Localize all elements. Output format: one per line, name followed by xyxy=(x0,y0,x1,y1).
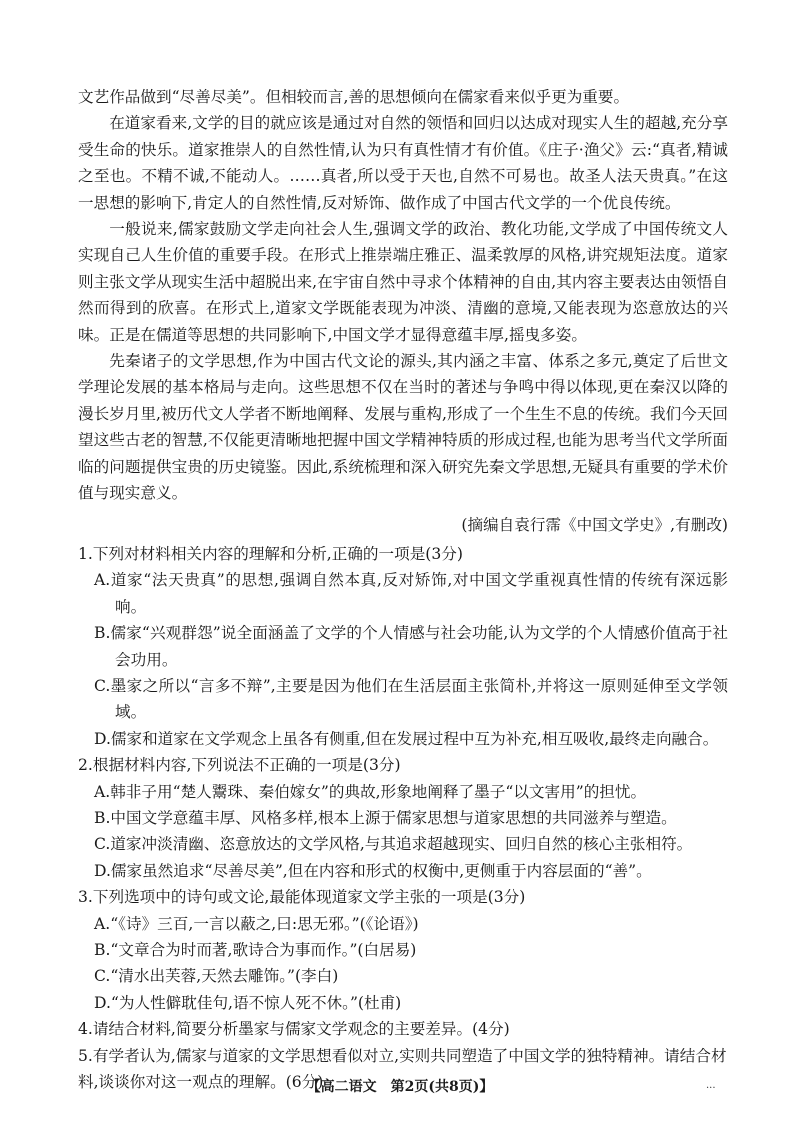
option-b: B.中国文学意蕴丰厚、风格多样,根本上源于儒家思想与道家思想的共同滋养与塑造。 xyxy=(94,808,677,827)
option-c: C.墨家之所以“言多不辩”,主要是因为他们在生活层面主张简朴,并将这一原则延伸至文学领域。 xyxy=(94,676,728,722)
option-b: B.“文章合为时而著,歌诗合为事而作。”(白居易) xyxy=(94,941,417,959)
question-2 xyxy=(78,752,728,884)
passage-paragraph: 先秦诸子的文学思想,作为中国古代文论的源头,其内涵之丰富、体系之多元,奠定了后世文学理论发展的基本格局与走向。这些思想不仅在当时的著述与争鸣中得以体现,更在秦汉以降的漫长岁月里,被历代文人学者不断地阐释、发展与重构,形成了一个生生不息的传统。我们今天回望这些古老的智慧,不仅能更清晰地把握中国文学精神特质的形成过程,也能为思考当代文学所面临的问题提供宝贵的历史镜鉴。因此,系统梳理和深入研究先秦文学思想,无疑具有重要的学术价值与现实意义。 xyxy=(78,352,728,503)
question-stem: 3.下列选项中的诗句或文论,最能体现道家文学主张的一项是(3分) xyxy=(78,888,526,907)
question-stem: 1.下列对材料相关内容的理解和分析,正确的一项是(3分) xyxy=(78,544,463,563)
option-a: A.“《诗》三百,一言以蔽之,曰:思无邪。”(《论语》) xyxy=(94,914,419,933)
option-c: C.“清水出芙蓉,天然去雕饰。”(李白) xyxy=(94,967,339,986)
option-d: D.儒家和道家在文学观念上虽各有侧重,但在发展过程中互为补充,相互吸收,最终走向融合。 xyxy=(94,729,719,748)
question-stem: 4.请结合材料,简要分析墨家与儒家文学观念的主要差异。(4分) xyxy=(78,1020,510,1039)
passage-paragraph: 在道家看来,文学的目的就应该是通过对自然的领悟和回归以达成对现实人生的超越,充分享受生命的快乐。道家推崇人的自然性情,认为只有真性情才有价值。《庄子·渔父》云:“真者,精诚之至也。不精不诚,不能动人。……真者,所以受于天也,自然不可易也。故圣人法天贵真。”在这一思想的影响下,肯定人的自然性情,反对矫饰、做作成了中国古代文学的一个优良传统。 xyxy=(78,114,728,212)
question-stem: 2.根据材料内容,下列说法不正确的一项是(3分) xyxy=(78,756,401,775)
page-footer: 【高二语文 第2页(共8页)】 xyxy=(306,1079,494,1095)
question-4 xyxy=(78,1016,728,1042)
question-stem: 5.有学者认为,儒家与道家的文学思想看似对立,实则共同塑造了中国文学的独特精神。请结合材料,谈谈你对这一观点的理解。(6分) xyxy=(78,1046,727,1092)
option-a: A.韩非子用“楚人鬻珠、秦伯嫁女”的典故,形象地阐释了墨子“以文害用”的担忧。 xyxy=(94,782,647,801)
option-b: B.儒家“兴观群怨”说全面涵盖了文学的个人情感与社会功能,认为文学的个人情感价值高于社会功用。 xyxy=(94,624,728,669)
corner-mark: ... xyxy=(706,1080,716,1091)
option-d: D.儒家虽然追求“尽善尽美”,但在内容和形式的权衡中,更侧重于内容层面的“善”。 xyxy=(94,861,652,880)
question-3 xyxy=(78,884,728,1016)
question-1 xyxy=(78,541,728,752)
option-c: C.道家冲淡清幽、恣意放达的文学风格,与其追求超越现实、回归自然的核心主张相符。 xyxy=(94,835,693,854)
source-citation: (摘编自袁行霈《中国文学史》,有删改) xyxy=(461,515,728,534)
passage-paragraph: 一般说来,儒家鼓励文学走向社会人生,强调文学的政治、教化功能,文学成了中国传统文人实现自己人生价值的重要手段。在形式上推崇端庄雅正、温柔敦厚的风格,讲究规矩法度。道家则主张文学从现实生活中超脱出来,在宇宙自然中寻求个体精神的自由,其内容主要表达由领悟自然而得到的欣喜。在形式上,道家文学既能表现为冲淡、清幽的意境,又能表现为恣意放达的兴味。正是在儒道等思想的共同影响下,中国文学才显得意蕴丰厚,摇曳多姿。 xyxy=(78,220,728,344)
passage-paragraph: 文艺作品做到“尽善尽美”。但相较而言,善的思想倾向在儒家看来似乎更为重要。 xyxy=(78,88,630,106)
option-a: A.道家“法天贵真”的思想,强调自然本真,反对矫饰,对中国文学重视真性情的传统有深远影响。 xyxy=(94,571,728,616)
option-d: D.“为人性僻耽佳句,语不惊人死不休。”(杜甫) xyxy=(94,993,402,1012)
page-content xyxy=(78,84,728,1095)
